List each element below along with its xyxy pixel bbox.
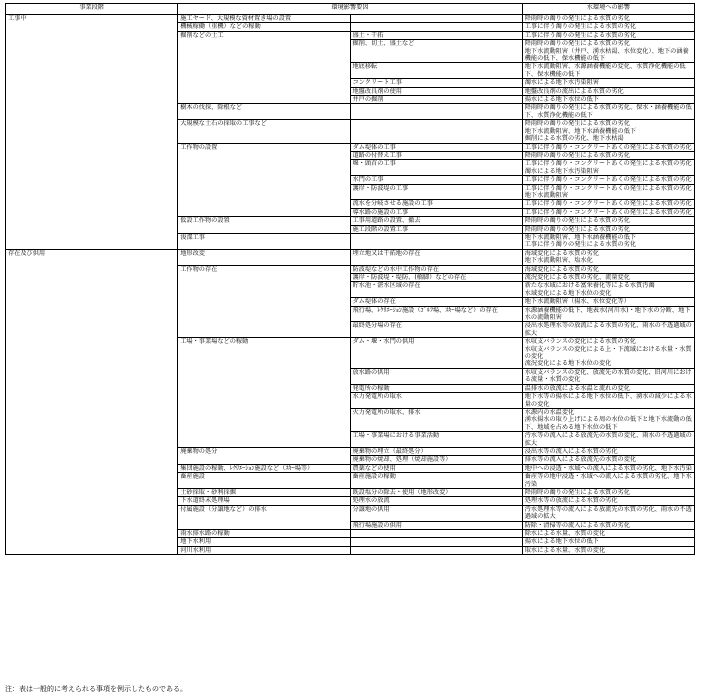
impact-cell: 降雨時の濁りの発生による水質の劣化 <box>522 151 694 159</box>
impact-cell: 地下水流動阻害（揚水、水位変化等） <box>522 298 694 306</box>
impact-cell: 工事に伴う濁り・コンクリートあくの発生による水質の劣化 <box>522 208 694 216</box>
impact-cell: 揚水による地下水位の低下 <box>522 96 694 104</box>
subfactor-cell: 防波堤などの水中工作物の存在 <box>350 265 522 273</box>
factor-cell: 工作物の設置 <box>178 143 350 217</box>
subfactor-cell: 既設塩分の除去・使用（地形改変） <box>350 488 522 496</box>
subfactor-cell <box>350 120 522 143</box>
impact-cell: 温排水の放流による水温と流れの変化 <box>522 384 694 392</box>
impact-cell: 除水による水量、水質の変化 <box>522 530 694 538</box>
table-row <box>6 249 695 265</box>
stage-cell: 工事中 <box>6 15 178 250</box>
subfactor-cell: ダム堤体の存在 <box>350 298 522 306</box>
subfactor-cell: 工事用道路の設置、撤去 <box>350 217 522 225</box>
subfactor-cell: 盛土・干拓 <box>350 31 522 39</box>
impact-cell: 降雨時の濁りの発生による水質の劣化 地下水流動阻害、地下水涵養機能の低下 掘削による水質の劣化、地下水枯渇 <box>522 120 694 143</box>
subfactor-cell: 畜産施設の稼動 <box>350 473 522 489</box>
impact-cell: 降雨時の濁りの発生による水質の劣化 <box>522 15 694 23</box>
factor-cell: 施工ヤード、大規模な資材置き場の設置 <box>178 15 350 23</box>
subfactor-cell: 護岸・防波堤・堤防、(橋脚）などの存在 <box>350 274 522 282</box>
impact-cell: 地下水流動阻害、水源涵養機能の変化、水質浄化機能の低下、保水機能の低下 <box>522 63 694 79</box>
impact-cell: 工事に伴う濁りの発生による水質の劣化 <box>522 31 694 39</box>
impact-cell: 降雨時の濁りの発生による水質の劣化、保水・涵養機能の低下、水質浄化機能の低下 <box>522 104 694 120</box>
impact-cell: 地下水等の揚水による地下水位の低下、湧水の減少による水量の変化 <box>522 393 694 409</box>
impact-cell: 防除・清掃等の流入による水質の劣化 <box>522 521 694 529</box>
subfactor-cell <box>350 538 522 546</box>
subfactor-cell: 掘削、切土、盛土など <box>350 40 522 63</box>
impact-cell: 水収支バランスの変化による水質の劣化 水収支バランスの変化による上・下流域における水量・水質の変化 流況変化による地下水位の変化 <box>522 338 694 369</box>
impact-cell: 工事に伴う濁り・コンクリートあくの発生による水質の劣化 <box>522 143 694 151</box>
footnote: 注：表は一般的に考えられる事項を例示したものである。 <box>5 685 187 693</box>
impact-cell: 処理水等の放流による水質の劣化 <box>522 497 694 505</box>
subfactor-cell: 処理水の放流 <box>350 497 522 505</box>
impact-cell: 排水等の流入による放流先の水質の変化 <box>522 456 694 464</box>
subfactor-cell: 導水路の施設の工事 <box>350 208 522 216</box>
factor-cell: 地形改変 <box>178 249 350 265</box>
subfactor-cell: 飛行場施設の供用 <box>350 521 522 529</box>
factor-cell: 樹木の伐採、除根など <box>178 104 350 120</box>
factor-cell: 廃棄物の処分 <box>178 447 350 464</box>
header-factor: 環境影響要因 <box>178 4 523 15</box>
factor-cell: 機械稼働（重機）などの稼動 <box>178 23 350 31</box>
header-impact: 水環境への影響 <box>522 4 694 15</box>
subfactor-cell: 水門の工事 <box>350 176 522 184</box>
factor-cell: 河川水利用 <box>178 546 350 554</box>
impact-table <box>5 3 695 555</box>
factor-cell: 付属施設（分譲地など）の排水 <box>178 505 350 529</box>
subfactor-cell: 廃棄物の埋立（最終処分） <box>350 447 522 455</box>
subfactor-cell: 発電所の稼動 <box>350 384 522 392</box>
subfactor-cell <box>350 104 522 120</box>
impact-cell: 水源内の水温変化 湧水揚水の取り上げによる周の水位の低下と地下水流動の低下、地域を占める地下水位の低下 <box>522 408 694 431</box>
subfactor-cell: 埋立地又は干拓地の存在 <box>350 249 522 265</box>
factor-cell: 下水道終末処理場 <box>178 497 350 505</box>
subfactor-cell <box>350 23 522 31</box>
subfactor-cell: 廃棄物の焼却、処理（焼却施設等） <box>350 456 522 464</box>
factor-cell: 土砂採取・砂利採掘 <box>178 488 350 496</box>
subfactor-cell: 水力発電所の取水 <box>350 393 522 409</box>
subfactor-cell: 流水を分岐させる施設の工事 <box>350 200 522 208</box>
impact-cell: 水収支バランスの変化、放流先の水質の変化、旧河川における流量・水質の変化 <box>522 368 694 384</box>
impact-cell: 降雨時の濁りの発生による水質の劣化 <box>522 488 694 496</box>
impact-cell: 降雨時の濁りの発生による水質の劣化 <box>522 225 694 233</box>
subfactor-cell: 井戸の掘削 <box>350 96 522 104</box>
impact-cell: 水源涵養機能の低下、地表水(河川水)・地下水の分断、地下水の流動阻害 <box>522 306 694 322</box>
subfactor-cell <box>350 233 522 249</box>
impact-cell: 海域変化による水質の劣化 地下水流動阻害、塩水化 <box>522 249 694 265</box>
impact-cell: 浸出水等の流入による水質の劣化 <box>522 447 694 455</box>
stage-cell: 存在及び供用 <box>6 249 178 554</box>
subfactor-cell <box>350 15 522 23</box>
impact-cell: 工事に伴う濁り・コンクリートあくの発生による水質の劣化 <box>522 176 694 184</box>
impact-cell: 新たな水域における富栄養化等による水質汚濁 水域変化による地下水位の変化 <box>522 282 694 298</box>
impact-cell: 濁水による地下水汚染阻害 <box>522 79 694 87</box>
factor-cell: 集団施設の稼動、ﾚｸﾘｴｰｼｮﾝ施設など（ｽｷｰ場等） <box>178 464 350 472</box>
subfactor-cell: 農薬などの使用 <box>350 464 522 472</box>
impact-cell: 工事に伴う濁り・コンクリートあくの発生による水質の劣化 濁水による地下水汚染阻害 <box>522 160 694 176</box>
factor-cell: 工作物の存在 <box>178 265 350 338</box>
factor-cell: 掘削などの土工 <box>178 31 350 104</box>
subfactor-cell: 貯水池・湛水区域の存在 <box>350 282 522 298</box>
impact-cell: 流況変化による水質の劣化、流量変化 <box>522 274 694 282</box>
impact-cell: 地盤改良剤の流出による水質の劣化 <box>522 87 694 95</box>
subfactor-cell: 火力発電所の取水、排水 <box>350 408 522 431</box>
subfactor-cell: 地底移転 <box>350 63 522 79</box>
subfactor-cell: 道路の付替え工事 <box>350 151 522 159</box>
impact-cell: 揚水による地下水位の低下 <box>522 538 694 546</box>
subfactor-cell <box>350 546 522 554</box>
impact-cell: 汚水処理水等の流入による放流先の水質の劣化、雨水の不透過域の拡大 <box>522 505 694 521</box>
factor-cell: 畜産施設 <box>178 473 350 489</box>
table-body <box>6 15 695 555</box>
impact-cell: 地中への浸透・水域への流入による水質の劣化、地下水汚染 <box>522 464 694 472</box>
subfactor-cell: 放水路の供用 <box>350 368 522 384</box>
subfactor-cell: ダム・堰・水門の供用 <box>350 338 522 369</box>
factor-cell: 浚渫工事 <box>178 233 350 249</box>
subfactor-cell: 工場・事業場における事業活動 <box>350 432 522 448</box>
factor-cell: 地下水利用 <box>178 538 350 546</box>
subfactor-cell: 施工段階の設置工事 <box>350 225 522 233</box>
subfactor-cell: 護岸・防波堤の工事 <box>350 184 522 200</box>
factor-cell: 雨水排水路の稼動 <box>178 530 350 538</box>
impact-cell: 汚水等の流入による放流先の水質の変化、雨水の不透過域の拡大 <box>522 432 694 448</box>
factor-cell: 大規模な土石の採取の工事など <box>178 120 350 143</box>
impact-cell: 工事に伴う濁りの発生による水質の劣化 <box>522 23 694 31</box>
subfactor-cell: 堰・頭首の工事 <box>350 160 522 176</box>
impact-table-wrapper <box>5 3 695 555</box>
subfactor-cell: 地盤改良剤の使用 <box>350 87 522 95</box>
impact-cell: 畜産等の地中浸透・水域への流入による水質の劣化、地下水汚染 <box>522 473 694 489</box>
impact-cell: 取水による水量、水質の変化 <box>522 546 694 554</box>
impact-cell: 降雨時の濁りの発生による水質の劣化 <box>522 217 694 225</box>
subfactor-cell: ダム堤体の工事 <box>350 143 522 151</box>
subfactor-cell: 飛行場、ﾚｸﾘｴｰｼｮﾝ施設（ｺﾞﾙﾌ場、ｽｷｰ場など）の存在 <box>350 306 522 322</box>
header-stage: 事業段階 <box>6 4 178 15</box>
impact-cell: 海域変化による水質の劣化 <box>522 265 694 273</box>
impact-cell: 工事に伴う濁り・コンクリートあくの発生による水質の劣化 <box>522 200 694 208</box>
subfactor-cell <box>350 530 522 538</box>
subfactor-cell: 最終処分場の存在 <box>350 322 522 338</box>
subfactor-cell: コンクリート工事 <box>350 79 522 87</box>
factor-cell: 工場・事業場などの稼動 <box>178 338 350 448</box>
subfactor-cell: 分譲地の供用 <box>350 505 522 521</box>
table-header-row <box>6 4 695 15</box>
table-row <box>6 15 695 23</box>
impact-cell: 浸出水処理水等の放流による水質の劣化、雨水の不透過域の拡大 <box>522 322 694 338</box>
impact-cell: 地下水流動阻害、地下水涵養機能の低下 工事に伴う濁りの発生による水質の劣化 <box>522 233 694 249</box>
impact-cell: 降雨時の濁りの発生による水質の劣化 地下水流動阻害（井戸、湧水枯渇、水位変化）、地下の涵養機能の低下、保水機能の低下 <box>522 40 694 63</box>
impact-cell: 工事に伴う濁り・コンクリートあくの発生による水質の劣化 地下水流動阻害 <box>522 184 694 200</box>
factor-cell: 仮設工作物の設置 <box>178 217 350 234</box>
